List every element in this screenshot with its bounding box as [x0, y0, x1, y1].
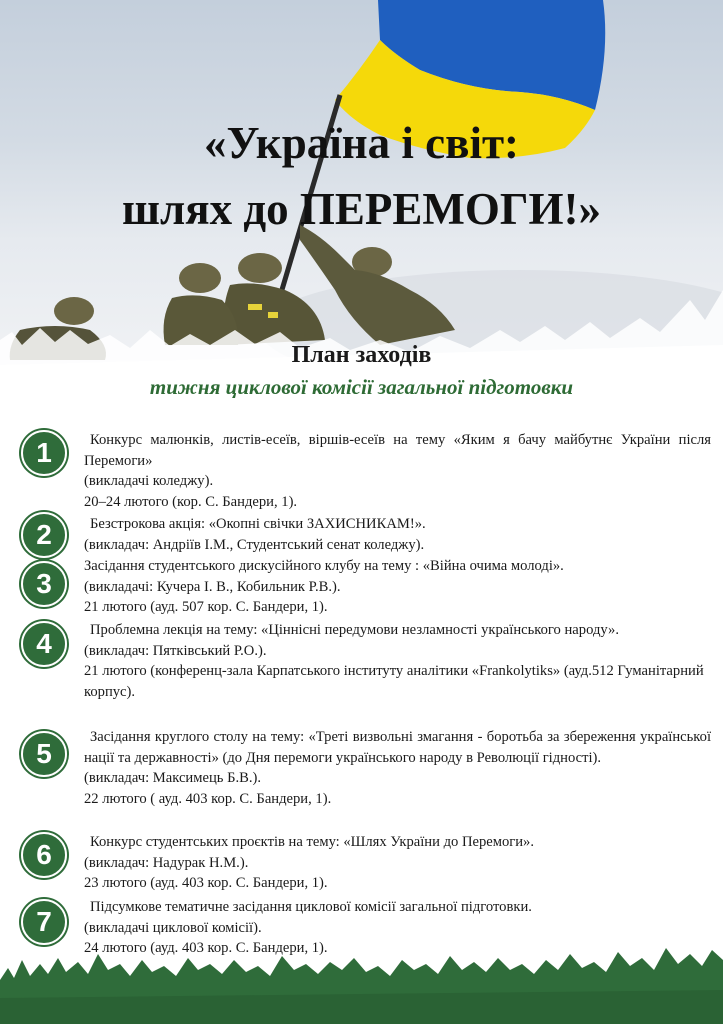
event-number-badge: 1	[21, 430, 67, 476]
event-item	[84, 556, 711, 618]
event-number-badge: 3	[21, 561, 67, 607]
event-description: Засідання студентського дискусійного клубу на тему : «Війна очима молоді».	[84, 558, 564, 574]
event-organizer: (викладач: Максимець Б.В.).	[84, 770, 261, 786]
main-title-line-1: «Україна і світ:	[203, 118, 520, 168]
event-item	[84, 620, 711, 702]
event-number-badge: 5	[21, 731, 67, 777]
event-item	[84, 430, 711, 512]
event-when-where: 24 лютого (ауд. 403 кор. С. Бандери, 1).	[84, 940, 328, 956]
event-when-where: 20–24 лютого (кор. С. Бандери, 1).	[84, 493, 298, 510]
event-organizer: (викладач: Андріїв І.М., Студентський сенат коледжу).	[84, 536, 425, 553]
event-description: Засідання круглого столу на тему: «Треті визвольні змагання - боротьба за збереження української нації та державності» (до Дня перемоги українського народу в Революції гідності).	[84, 729, 711, 766]
event-when-where: 21 лютого (ауд. 507 кор. С. Бандери, 1).	[84, 599, 328, 615]
event-item	[84, 832, 711, 894]
main-title-line-2: шлях до ПЕРЕМОГИ!»	[122, 184, 601, 234]
plan-subheading: тижня циклової комісії загальної підготовки	[149, 375, 574, 399]
event-number-badge: 4	[21, 621, 67, 667]
plan-heading: План заходів	[291, 342, 432, 368]
event-number-badge: 2	[21, 512, 67, 558]
event-organizer: (викладач: Пятківський Р.О.).	[84, 642, 267, 659]
event-organizer: (викладач: Надурак Н.М.).	[84, 854, 249, 871]
event-description: Конкурс малюнків, листів-есеїв, віршів-есеїв на тему «Яким я бачу майбутнє України після Перемоги»	[84, 432, 711, 469]
event-description: Проблемна лекція на тему: «Ціннісні передумови незламності українського народу».	[90, 622, 619, 638]
grass-footer	[0, 940, 723, 1024]
event-number-badge: 6	[21, 832, 67, 878]
event-organizer: (викладачі коледжу).	[84, 473, 214, 489]
event-organizer: (викладачі: Кучера І. В., Кобильник Р.В.).	[84, 578, 341, 595]
event-description: Безстрокова акція: «Окопні свічки ЗАХИСНИКАМ!».	[90, 516, 426, 532]
event-when-where: 21 лютого (конференц-зала Карпатського інституту аналітики «Frankolytiks» (ауд.512 Гуманітарний корпус).	[84, 663, 704, 700]
event-number-badge: 7	[21, 899, 67, 945]
event-description: Конкурс студентських проєктів на тему: «Шлях України до Перемоги».	[90, 834, 535, 850]
event-item	[84, 514, 711, 555]
event-organizer: (викладачі циклової комісії).	[84, 919, 262, 936]
event-when-where: 22 лютого ( ауд. 403 кор. С. Бандери, 1).	[84, 790, 332, 807]
event-when-where: 23 лютого (ауд. 403 кор. С. Бандери, 1).	[84, 875, 328, 891]
event-item	[84, 727, 711, 809]
event-description: Підсумкове тематичне засідання циклової комісії загальної підготовки.	[90, 899, 532, 915]
